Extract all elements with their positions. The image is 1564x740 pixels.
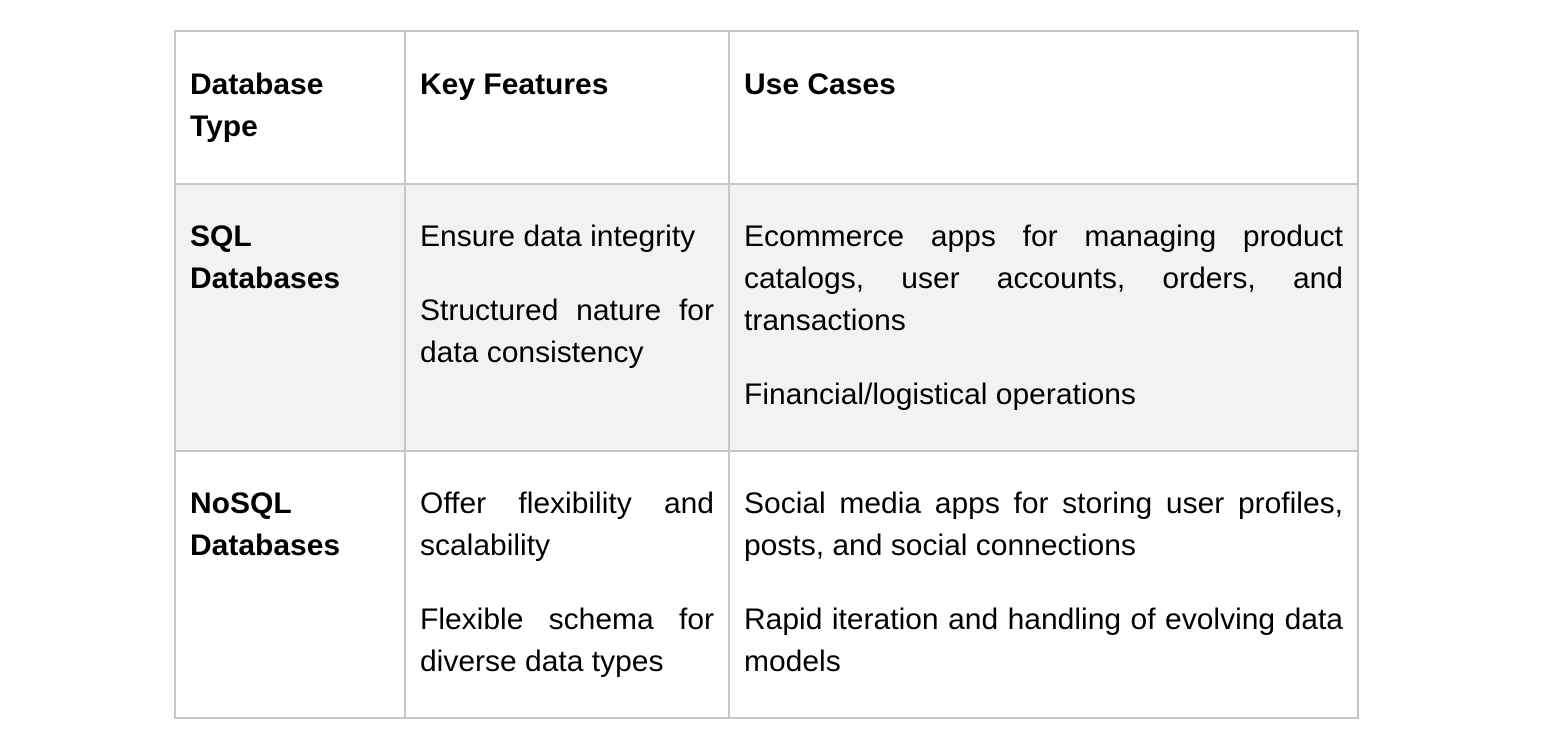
sql-use-case-item: Ecommerce apps for managing product catalogs, user accounts, orders, and transactions [744, 220, 1343, 337]
sql-use-case-item: Financial/logistical operations [744, 378, 1136, 411]
sql-feature-item: Structured nature for data consistency [420, 294, 714, 369]
nosql-features-cell [405, 451, 729, 718]
table-row-sql [175, 184, 1358, 451]
nosql-feature-item: Flexible schema for diverse data types [420, 603, 714, 678]
sql-features-cell [405, 184, 729, 451]
table-header-row [175, 31, 1358, 184]
nosql-type-cell: NoSQL Databases [175, 451, 405, 718]
header-database-type: Database Type [175, 31, 405, 184]
database-comparison-table [174, 30, 1359, 719]
sql-feature-item: Ensure data integrity [420, 220, 696, 253]
sql-use-cases-cell [729, 184, 1358, 451]
nosql-use-case-item: Social media apps for storing user profiles, posts, and social connections [744, 487, 1343, 562]
header-use-cases: Use Cases [729, 31, 1358, 184]
sql-type-cell: SQL Databases [175, 184, 405, 451]
nosql-use-case-item: Rapid iteration and handling of evolving data models [744, 603, 1343, 678]
nosql-feature-item: Offer flexibility and scalability [420, 487, 714, 562]
table-row-nosql [175, 451, 1358, 718]
nosql-use-cases-cell [729, 451, 1358, 718]
header-key-features: Key Features [405, 31, 729, 184]
